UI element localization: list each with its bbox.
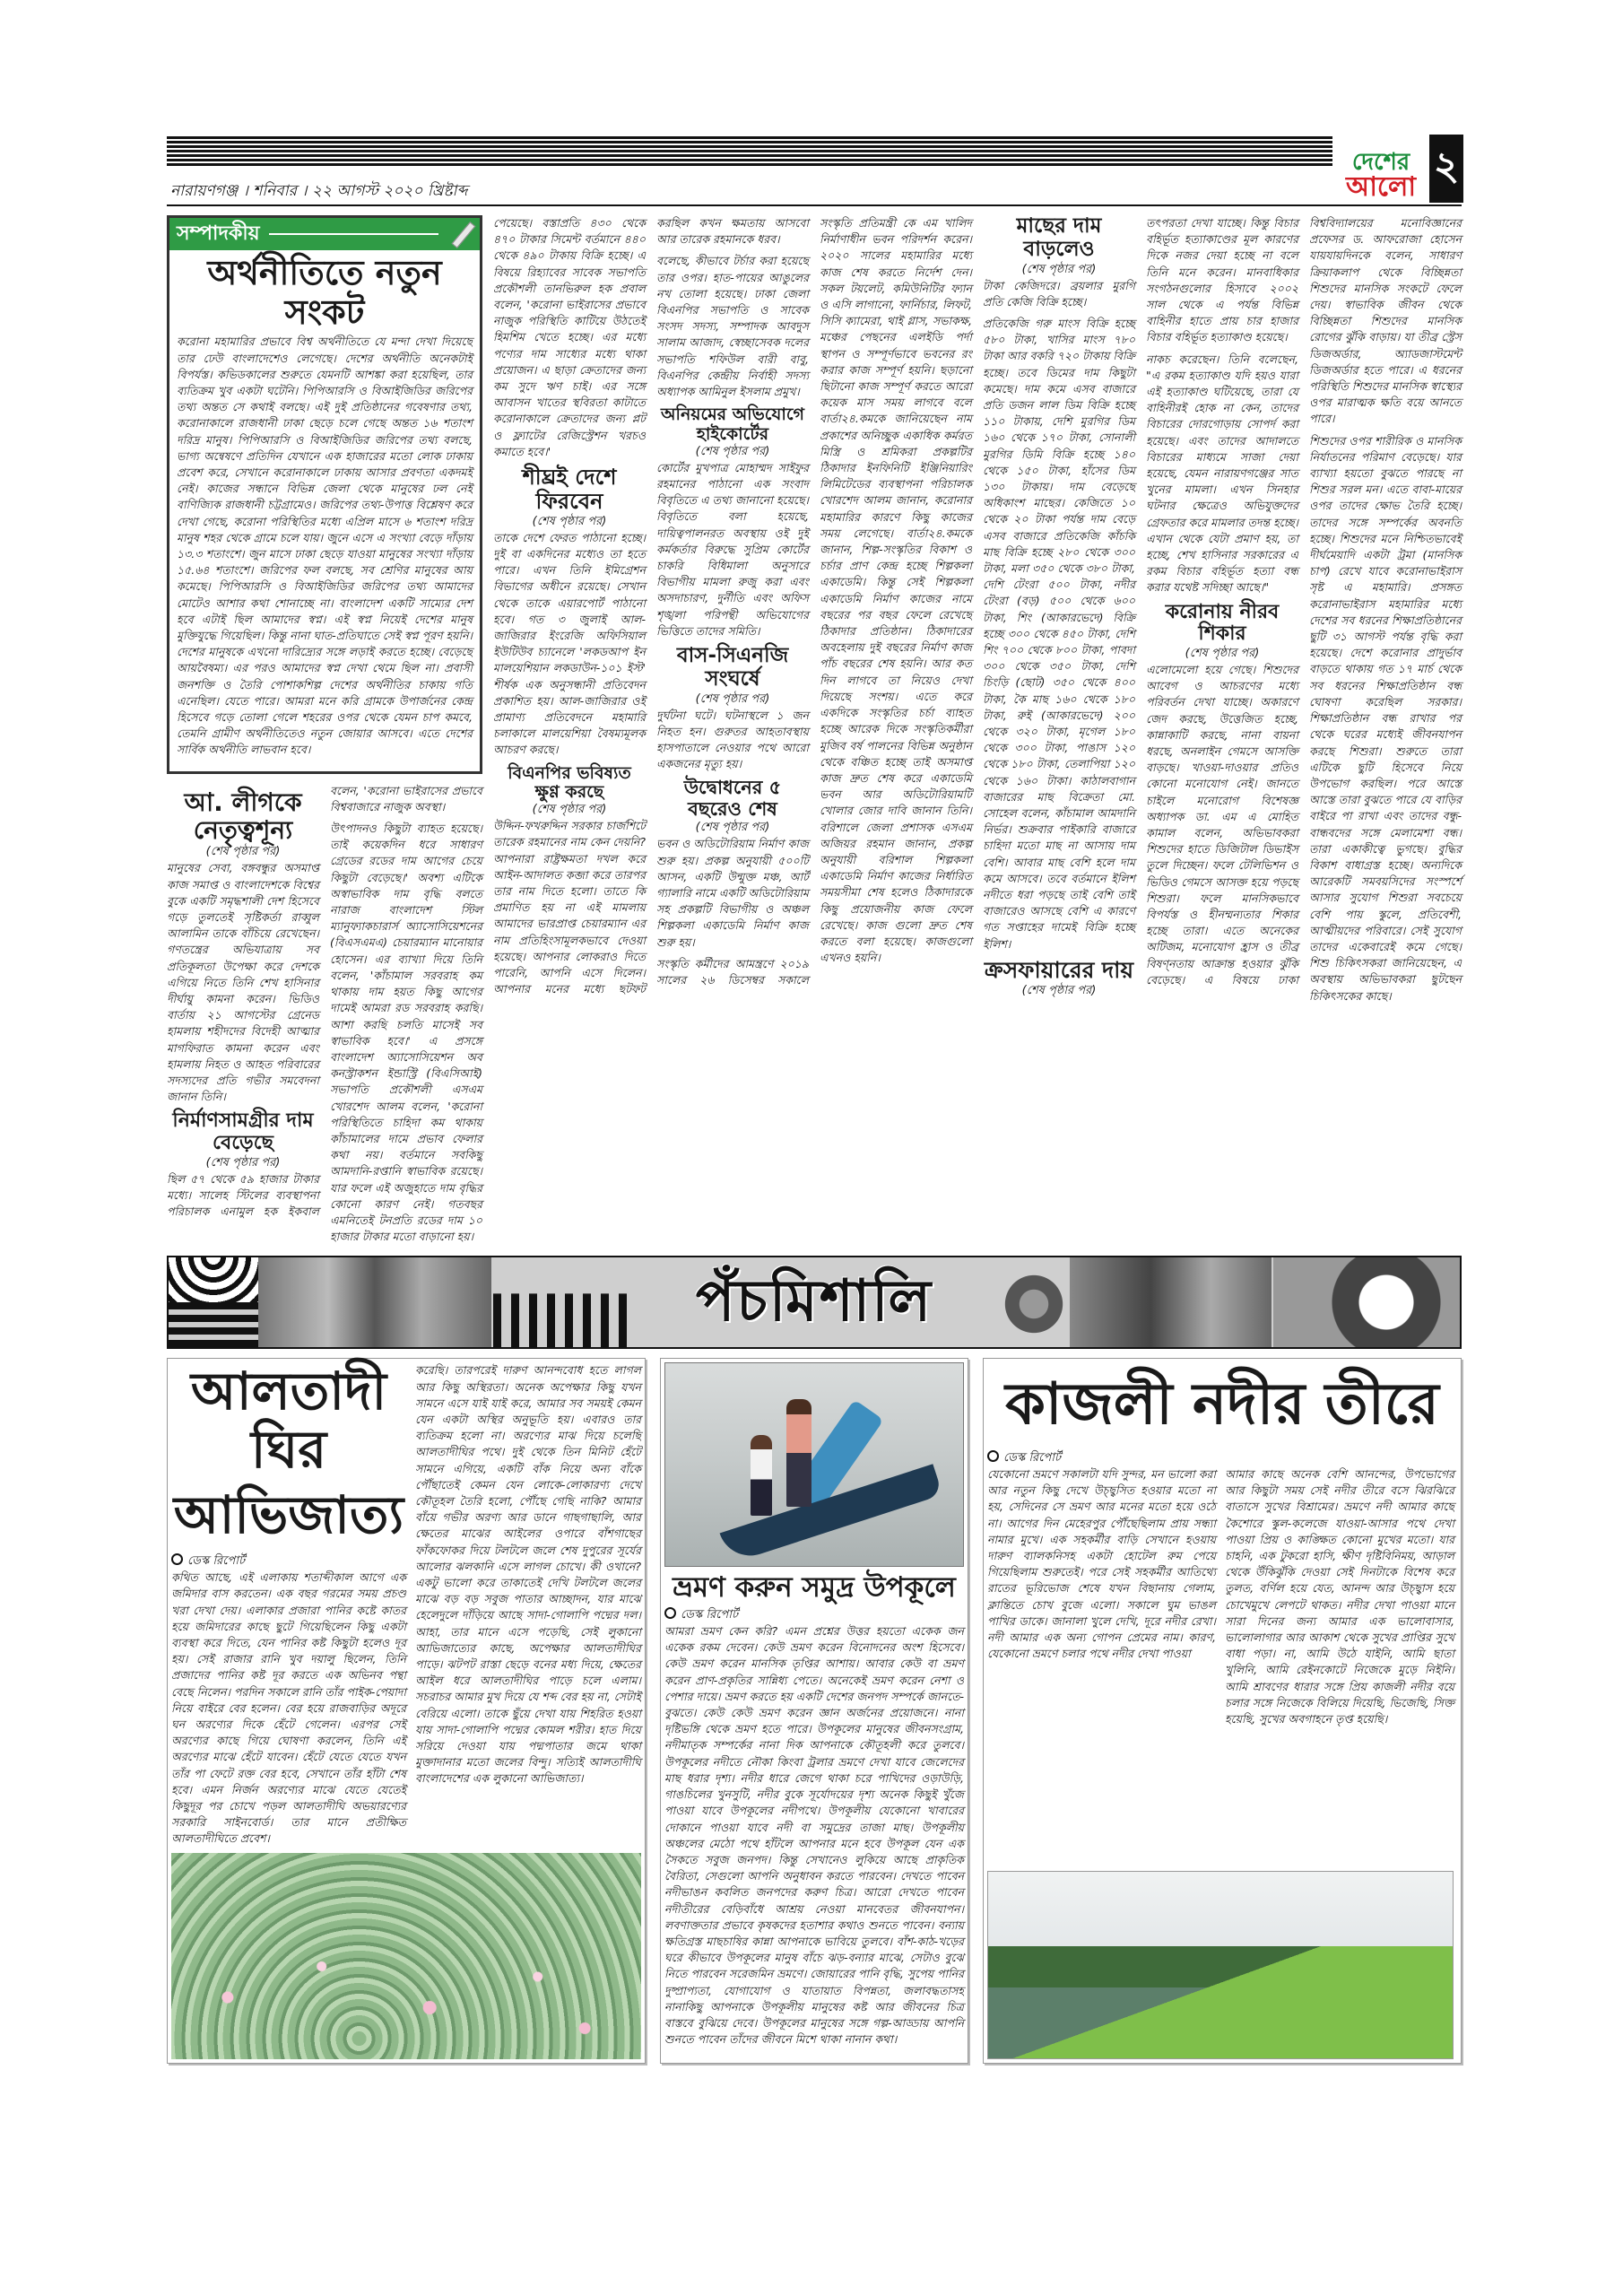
story-column-left <box>987 1450 1216 1667</box>
story-construction-top: পেয়েছে। বস্তাপ্রতি ৪৩০ থেকে ৪৭০ টাকার সিমেন্ট বর্তমানে ৪৪০ থেকে ৪৯০ টাকায় বিক্রি হচ্ছে। এ বিষয়ে রিহ্যাবের সাবেক সভাপতি প্রকৌশলী তানভিরুল হক প্রবাল বলেন, 'করোনা ভাইরাসের প্রভাবে নাজুক পরিস্থিতি কাটিয়ে উঠতেই হিমশিম খেতে হচ্ছে। এর মধ্যে পণ্যের দাম সাধ্যের মধ্যে থাকা প্রয়োজন। এ ছাড়া ক্রেতাদের জন্য কম সুদে ঋণ চাই। এর সঙ্গে আবাসন খাতের স্থবিরতা কাটাতে করোনাকালে ক্রেতাদের জন্য প্লট ও ফ্ল্যাটের রেজিস্ট্রেশন খরচও কমাতে হবে।' <box>493 216 646 458</box>
fisherman-figure <box>786 1399 812 1507</box>
pen-icon <box>444 221 474 248</box>
story-fish-price-body: টাকা কেজিদরে। ব্রয়লার মুরগি প্রতি কেজি বিক্রি হচ্ছে। <box>983 278 1135 309</box>
story-highcourt-head <box>656 405 809 460</box>
headline[interactable]: কাজলী নদীর তীরে <box>1005 1371 1439 1439</box>
headline[interactable]: নির্মাণসামগ্রীর দাম বেড়েছে <box>172 1109 314 1155</box>
story-corona-children-head <box>1146 602 1298 662</box>
story-column-right <box>1225 1450 1454 1733</box>
headline-line-2[interactable]: আভিজাত্য <box>173 1484 404 1546</box>
story-body: কথিত আছে, এই এলাকায় শতাব্দীকাল আগে এক জমিদার বাস করতেন। এক বছর গরমের সময় প্রচণ্ড খরা দেখা দেয়। এলাকার প্রজারা পানির কষ্টে কাতর হয়ে জমিদারের কাছে ছুটে গিয়েছিলেন কিছু একটা ব্যবস্থা করে দিতে, যেন পানির কষ্ট কিছুটা হলেও দূর হয়। সেই রাজার রানি খুব দয়ালু ছিলেন, তিনি প্রজাদের পানির কষ্ট দূর করতে এক অভিনব পন্থা বেছে নিলেন। পরদিন সকালে রানি তাঁর পাইক-পেয়াদা নিয়ে বাইরে বের হলেন। বের হয়ে রাজবাড়ির অদূরে ঘন অরণ্যের দিকে হেঁটে গেলেন। এরপর সেই অরণ্যের কাছে গিয়ে ঘোষণা করলেন, তিনি এই অরণ্যের মাঝে হেঁটে যাবেন। হেঁটে যেতে যেতে যখন তাঁর পা ফেটে রক্ত বের হবে, সেখানে তাঁর হাঁটা শেষ হবে। এমন নির্জন অরণ্যের মাঝে যেতে যেতেই কিছুদূর পর চোখে পড়ল আলতাদীঘি অভয়ারণ্যের সরকারি সাইনবোর্ড। তার মানে প্রতীক্ষিত আলতাদীঘিতে প্রবেশ। <box>171 1570 406 1846</box>
section-banner <box>167 1256 1462 1349</box>
feature-columns <box>987 1450 1457 1733</box>
headline[interactable]: বিএনপির ভবিষ্যত ক্ষুণ্ণ করছে <box>508 762 631 802</box>
story-body: যেকোনো ভ্রমণে সকালটা যদি সুন্দর, মন ভালো করা আর নতুন কিছু দেখে উচ্ছ্বসিত হওয়ার মতো না হয়, সেদিনের সে ভ্রমণ আর মনের মতো হয়ে ওঠে না। আগের দিন মেহেরপুর পৌঁছেছিলাম প্রায় সন্ধ্যা নামার মুখে। এক সহকর্মীর বাড়ি সেখানে হওয়ায় দারুণ ব্যালকনিসহ একটা হোটেল রুম পেয়ে গিয়েছিলাম শুরুতেই। পরে সেই সহকর্মীর আতিথ্যে রাতের ভূরিভোজ শেষে যখন বিছানায় গেলাম, ক্লান্তিতে চোখ বুজে এলো। সকালে ঘুম ভাঙল পাখির ডাকে। জানালা খুলে দেখি, দূরে নদীর রেখা। নদী আমার এক অন্য গোপন প্রেমের নাম। কারণ, যেকোনো ভ্রমণে চলার পথে নদীর দেখা পাওয়া <box>987 1467 1216 1661</box>
story-bnp-head <box>493 764 646 819</box>
story-awami-head <box>167 788 319 861</box>
headline[interactable]: করোনায় নীরব শিকার <box>1165 600 1280 646</box>
editorial-headline: অর্থনীতিতে নতুন সংকট <box>207 253 442 332</box>
story-body: করেছি। তারপরেই দারুণ আনন্দবোধ হতে লাগল আর কিছু অস্থিরতা। অনেক অপেক্ষার কিছু যখন সামনে এসে যাই যাই করে, আমার সব সময়ই কেমন যেন একটা অস্থির অনুভূতি হয়। এবারও তার ব্যতিক্রম হলো না। অরণ্যের মাঝ দিয়ে চলেছি আলতাদীঘির পথে। দুই থেকে তিন মিনিট হেঁটে সামনে এগিয়ে, একটি বাঁক নিয়ে অন্য বাঁকে পৌঁছাতেই কেমন যেন লোকে-লোকারণ্য দেখে কৌতূহল তৈরি হলো, পৌঁছে গেছি নাকি? আমার বাঁয়ে গভীর অরণ্য আর ডানে গাছগাছালি, আর ক্ষেতের মাঝের আইলের ওপারে বাঁশগাছের ফাঁকফোকর দিয়ে টলটলে জলে শেষ দুপুরের সূর্যের আলোর ঝলকানি এসে লাগল চোখে। কী ওখানে? একটু ভালো করে তাকাতেই দেখি টলটলে জলের মাঝে বড় বড় সবুজ পাতার আচ্ছাদন, যার মাঝে হেলেদুলে দাঁড়িয়ে আছে সাদা-গোলাপি পদ্মের দল। আহা, তার মানে এসে পড়েছি, সেই লুকানো আভিজাত্যের কাছে, অপেক্ষার আলতাদীঘির পাড়ে। ঝটপট রাস্তা ছেড়ে বনের মধ্য দিয়ে, ক্ষেতের আইল ধরে আলতাদীঘির পাড়ে চলে এলাম। সচরাচর আমার মুখ দিয়ে যে শব্দ বের হয় না, সেটাই বেরিয়ে এলো। তাকে ছুঁয়ে দেখা যায় শিহরিত হওয়া যায় সাদা-গোলাপি পদ্মের কোমল শরীর। হাত দিয়ে সরিয়ে দেওয়া যায় পদ্মপাতার জমে থাকা মুক্তাদানার মতো জলের বিন্দু। সত্যিই আলতাদীঘি বাংলাদেশের এক লুকানো আভিজাত্য। <box>415 1363 641 1786</box>
logo-word-1: দেশের <box>1351 149 1410 176</box>
jump-label: (শেষ পৃষ্ঠার পর) <box>1021 983 1097 997</box>
headline-block <box>171 1362 406 1852</box>
logo-word-2: আলো <box>1345 171 1417 203</box>
masthead-rule <box>167 136 1332 167</box>
story-return-home-head <box>493 465 646 530</box>
story-column-right <box>415 1362 641 1792</box>
headline-line-1[interactable]: আলতাদীঘির <box>190 1361 387 1481</box>
page-content <box>167 215 1462 2082</box>
story-crossfire-head <box>983 958 1135 999</box>
jump-label: (শেষ পৃষ্ঠার পর) <box>695 691 770 706</box>
byline: ডেস্ক রিপোর্ট <box>171 1553 406 1570</box>
headline[interactable]: অনিয়মের অভিযোগে হাইকোর্টের <box>661 404 804 444</box>
jump-label: (শেষ পৃষ্ঠার পর) <box>532 803 607 817</box>
story-academy-continued: সংস্কৃতি কর্মীদের আমন্ত্রণে ২০১৯ সালের ২৬ ডিসেম্বর সকালে সংস্কৃতি প্রতিমন্ত্রী কে এম খালিদ নির্মাণাধীন ভবন পরিদর্শন করেন। ২০২০ সালের মহামারির মধ্যে কাজ শেষ করতে নির্দেশ দেন। সকল টয়লেট, কমিউনিটির ফ্যান ও এসি লাগানো, ফার্নিচার, লিফট, সিসি ক্যামেরা, থাই গ্লাস, সভাকক্ষ, মঞ্চের পেছনের এলইডি পর্দা স্থাপন ও সম্পূর্ণভাবে ভবনের রং করার কাজ সম্পূর্ণ হয়নি। ছড়ানো ছিটানো কাজ সম্পূর্ণ করতে আরো কয়েক মাস সময় লাগবে বলে বার্তা২৪.কমকে জানিয়েছেন নাম প্রকাশের অনিচ্ছুক একাধিক কর্মরত মিস্ত্রি ও শ্রমিকরা প্রকল্পটির ঠিকাদার ইনফিনিটি ইঞ্জিনিয়ারিং লিমিটেডের ব্যবস্থাপনা পরিচালক খোরশেদ আলম জানান, করোনার মহামারির কারণে কিছু কাজের সময় লেগেছে। বার্তা২৪.কমকে জানান, শিল্প-সংস্কৃতির বিকাশ ও চর্চার প্রাণ কেন্দ্র হচ্ছে শিল্পকলা একাডেমি। কিন্তু সেই শিল্পকলা একাডেমি নির্মাণ কাজের নামে বছরের পর বছর ফেলে রেখেছে ঠিকাদার প্রতিষ্ঠান। ঠিকাদারের অবহেলায় দুই বছরের নির্মাণ কাজ পাঁচ বছরের শেষ হয়নি। আর কত দিন লাগবে তা নিয়েও দেখা দিয়েছে সংশয়। এতে করে একদিকে সংস্কৃতির চর্চা ব্যাহত হচ্ছে আরেক দিকে সংস্কৃতিকর্মীরা মুজিব বর্ষ পালনের বিভিন্ন অনুষ্ঠান থেকে বঞ্চিত হচ্ছে তাই অসমাপ্ত কাজ দ্রুত শেষ করে একাডেমি ভবন আর অডিটোরিয়ামটি খোলার জোর দাবি জানান তিনি। বরিশালে জেলা প্রশাসক এসএম অজিয়র রহমান জানান, প্রকল্প অনুযায়ী বরিশাল শিল্পকলা একাডেমি নির্মাণ কাজের নির্ধারিত সময়সীমা শেষ হলেও ঠিকাদারকে কিছু প্রয়োজনীয় কাজ ফেলে রেখেছে। কাজ গুলো দ্রুত শেষ করতে বলা হয়েছে। কাজগুলো এখনও হয়নি। <box>656 216 972 987</box>
header-divider <box>167 204 1462 206</box>
feature-altadighi <box>167 1358 646 2063</box>
story-highcourt-body: কোর্টের মুখপাত্র মোহাম্মদ সাইফুর রহমানের পাঠানো এক সংবাদ বিবৃতিতে এ তথ্য জানানো হয়েছে। বিবৃতিতে বলা হয়েছে, দায়িত্বপালনরত অবস্থায় ওই দুই কর্মকর্তার বিরুদ্ধে সুপ্রিম কোর্টের চাকরি বিধিমালা অনুসারে বিভাগীয় মামলা রুজু করা এবং অসদাচারণ, দুর্নীতি এবং অফিস শৃঙ্খলা পরিপন্থী অভিযোগের ভিত্তিতে তাদের সমিতি। <box>656 460 809 638</box>
story-bus-cng-head <box>656 645 809 708</box>
river-bank-photo <box>987 1871 1454 2059</box>
below-editorial-columns <box>167 783 482 1246</box>
story-inauguration-head <box>656 778 809 836</box>
news-columns <box>493 215 1462 1004</box>
jump-label: (শেষ পৃষ্ঠার পর) <box>695 821 770 835</box>
editorial-label: সম্পাদকীয় <box>177 222 260 245</box>
jump-label: (শেষ পৃষ্ঠার পর) <box>532 514 607 528</box>
divider <box>269 233 438 235</box>
decorative-stripes <box>169 1302 258 1347</box>
story-corona-children-body: এলোমেলো হয়ে গেছে। শিশুদের আবেগ ও আচরণের মধ্যে পরিবর্তন দেখা যাচ্ছে। অকারণে জেদ করছে, উত্তেজিত হচ্ছে, কান্নাকাটি করছে, নানা বায়না ধরছে, অনলাইন গেমসে আসক্তি বাড়ছে। খাওয়া-দাওয়ার প্রতিও কোনো মনোযোগ নেই। জানতে চাইলে মনোরোগ বিশেষজ্ঞ অধ্যাপক ডা. এম এ মোহিত কামাল বলেন, অভিভাবকরা শিশুদের হাতে ডিজিটাল ডিভাইস তুলে দিচ্ছেন। ফলে টেলিভিশন ও ভিডিও গেমসে আসক্ত হয়ে পড়ছে শিশুরা। ফলে মানসিকভাবে বিপর্যস্ত ও হীনম্মন্যতার শিকার হচ্ছে তারা। এতে অনেকের অটিজম, মনোযোগ হ্রাস ও তীব্র বিষণ্নতায় আক্রান্ত হওয়ার ঝুঁকি বেড়েছে। এ বিষয়ে ঢাকা বিশ্ববিদ্যালয়ের মনোবিজ্ঞানের প্রফেসর ড. আফরোজা হোসেন যায়যায়দিনকে বলেন, সাধারণ ক্রিয়াকলাপ থেকে বিচ্ছিন্নতা শিশুদের মানসিক সংকটে ফেলে দেয়। স্বাভাবিক জীবন থেকে বিচ্ছিন্নতা শিশুদের মানসিক রোগের ঝুঁকি বাড়ায়। যা তীব্র স্ট্রেস ডিজঅর্ডার, অ্যাডজাস্টমেন্ট ডিজঅর্ডার হতে পারে। এ ধরনের পরিস্থিতি শিশুদের মানসিক স্বাস্থ্যের ওপর মারাত্মক ক্ষতি বয়ে আনতে পারে। <box>1146 216 1462 987</box>
editorial-body: করোনা মহামারির প্রভাবে বিশ্ব অর্থনীতিতে যে মন্দা দেখা দিয়েছে তার ঢেউ বাংলাদেশেও লেগেছে। দেশের অর্থনীতি অনেকটাই বিপর্যস্ত। কভিডকালের শুরুতে যেমনটি আশঙ্কা করা হয়েছিল, তার ব্যতিক্রম খুব একটা ঘটেনি। পিপিআরসি ও বিআইজিডির জরিপের তথ্য অন্তত সে কথাই বলছে। এই দুই প্রতিষ্ঠানের গবেষণার তথ্য, করোনাকালে রাজধানী ঢাকা ছেড়ে চলে গেছে অন্তত ১৬ শতাংশ দরিদ্র মানুষ। পিপিআরসি ও বিআইজিডির জরিপের তথ্য বলছে, ভাগ্য অন্বেষণে প্রতিদিন যেখানে এক হাজারের মতো লোক ঢাকায় প্রবেশ করে, সেখানে করোনাকালে ঢাকায় আসার প্রবণতা একদমই নেই। কাজের সন্ধানে বিভিন্ন জেলা থেকে মানুষের ঢল নেই বাণিজ্যিক রাজধানী চট্টগ্রামেও। জরিপের তথ্য-উপাত্ত বিশ্লেষণ করে দেখা গেছে, করোনা পরিস্থিতির মধ্যে এপ্রিল মাসে ৬ শতাংশ দরিদ্র মানুষ শহর থেকে গ্রামে চলে যায়। জুনে এসে এ সংখ্যা বেড়ে দাঁড়ায় ১৩.৩ শতাংশে। জুন মাসে ঢাকা ছেড়ে যাওয়া মানুষের সংখ্যা দাঁড়ায় ১৫.৬৪ শতাংশে। জরিপের ফল বলছে, সব শ্রেণির মানুষের আয় কমেছে। পিপিআরসি ও বিআইজিডির জরিপের তথ্য আমাদের মোটেও আশার কথা শোনাচ্ছে না। বাংলাদেশ একটি সাম্যের দেশ হবে এটাই ছিল আমাদের স্বপ্ন। এই স্বপ্ন নিয়েই দেশের মানুষ মুক্তিযুদ্ধে গিয়েছিল। কিন্তু নানা ঘাত-প্রতিঘাতে সেই স্বপ্ন পূরণ হয়নি। দেশের মানুষকে এখনো দারিদ্র্যের সঙ্গে লড়াই করতে হচ্ছে। বেড়েছে আয়বৈষম্য। এর পরও আমাদের স্বপ্ন দেখা থেমে ছিল না। প্রবাসী জনশক্তি ও তৈরি পোশাকশিল্প দেশের অর্থনীতির চাকায় গতি এনেছিল। যেতে পারে। আমরা মনে করি গ্রামকে উপার্জনের কেন্দ্র হিসেবে গড়ে তোলা গেলে শহরের ওপর থেকে যেমন চাপ কমবে, তেমনি গ্রামীণ অর্থনীতিতেও নতুন জোয়ার আসবে। এতে দেশের সার্বিক অর্থনীতি লাভবান হবে। <box>177 335 473 757</box>
story-inauguration-body: ভবন ও অডিটোরিয়াম নির্মাণ কাজ শুরু হয়। প্রকল্প অনুযায়ী ৫০০টি আসন, একটি উন্মুক্ত মঞ্চ, আর্ট গ্যালারি নামে একটি অডিটোরিয়াম সহ প্রকল্পটি বিভাগীয় ও অঞ্চল শিল্পকলা একাডেমি নির্মাণ কাজ শুরু হয়। <box>656 837 809 949</box>
feature-columns <box>171 1362 641 1852</box>
story-construction-continued: উৎপাদনও কিছুটা ব্যাহত হয়েছে। তাই কয়েকদিন ধরে সাধারণ গ্রেডের রডের দাম আগের চেয়ে কিছুটা বেড়েছে।' অবশ্য এটিকে অস্বাভাবিক দাম বৃদ্ধি বলতে নারাজ বাংলাদেশ স্টিল ম্যানুফ্যাকচারার্স অ্যাসোসিয়েশনের (বিএসএমএ) চেয়ারম্যান মানোয়ার হোসেন। এর ব্যাখ্যা দিয়ে তিনি বলেন, 'কাঁচামাল সরবরাহ কম থাকায় দাম হয়ত কিছু আগের দামেই আমরা রড সরবরাহ করছি। আশা করছি চলতি মাসেই সব স্বাভাবিক হবে।' এ প্রসঙ্গে বাংলাদেশ অ্যাসোসিয়েশন অব কনস্ট্রাকশন ইন্ডাস্ট্রি (বিএসিআই) সভাপতি প্রকৌশলী এসএম খোরশেদ আলম বলেন, 'করোনা পরিস্থিতিতে চাহিদা কম থাকায় কাঁচামালের দামে প্রভাব ফেলার কথা নয়। বর্তমানে সবকিছু আমদানি-রপ্তানি স্বাভাবিক রয়েছে। যার ফলে এই অজুহাতে দাম বৃদ্ধির কোনো কারণ নেই। গতবছর এমনিতেই টনপ্রতি রডের দাম ১০ হাজার টাকার মতো বাড়ানো হয়। <box>330 822 482 1244</box>
headline[interactable]: ভ্রমণ করুন সমুদ্র উপকূলে <box>673 1571 956 1605</box>
editorial-header <box>169 218 480 250</box>
fishermen-boat-photo <box>664 1362 964 1567</box>
story-body: আমার কাছে অনেক বেশি আনন্দের, উপভোগের আর কিছুটা সময় সেই নদীর তীরে বসে ঝিরঝিরে বাতাসে সুখের বিশ্রামের। ভ্রমণে নদী আমার কাছে কৈশোরে স্কুল-কলেজে যাওয়া-আসার পথে দেখা পাওয়া প্রিয় ও কাঙ্ক্ষিত কোনো মুখের মতো। যার চাহনি, এক টুকরো হাসি, ক্ষীণ দৃষ্টিবিনিময়, আড়াল থেকে উঁকিঝুঁকি দেওয়া সেই দিনটাকে বিশেষ করে তুলত, বর্ণিল হয়ে যেত, আনন্দ আর উচ্ছ্বাস হয়ে চোখেমুখে লেপটে থাকত। নদীর দেখা পাওয়া মানে সারা দিনের জন্য আমার এক ভালোবাসার, ভালোলাগার আর আকাশ থেকে সুখের প্রাপ্তির সুখে বাধা পড়া। না, আমি উঠে যাইনি, আমি ছাতা খুলিনি, আমি রেইনকোটে নিজেকে মুড়ে নিইনি। আমি শ্রাবণের ধারার সঙ্গে প্রিয় কাজলী নদীর বয়ে চলার সঙ্গে নিজেকে বিলিয়ে দিয়েছি, ভিজেছি, সিক্ত হয়েছি, সুখের অবগাহনে তৃপ্ত হয়েছি। <box>1225 1467 1454 1726</box>
fisherman-figure <box>751 1435 772 1516</box>
story-bnp-body: উদ্দিন-ফখরুদ্দিন সরকার চার্জশিটে তারেক রহমানের নাম কেন দেয়নি? আপনারা রাষ্ট্রক্ষমতা দখল করে আইন-আদালত কব্জা করে তারপর তার নাম দিতে হলো। তাতে কি প্রমাণিত হয় না এই মামলায় আমাদের ভারপ্রাপ্ত চেয়ারম্যান এর নাম প্রতিহিংসামূলকভাবে দেওয়া হয়েছে। আপনার লোকরাও দিতে পারেনি, আপনি এসে দিলেন। আপনার মনের মধ্যে ছটফট করছিল কখন ক্ষমতায় আসবো আর তারেক রহমানকে ধরব। <box>493 216 809 996</box>
story-body: আমরা ভ্রমণ কেন করি? এমন প্রশ্নের উত্তর হয়তো একেক জন একেক রকম দেবেন। কেউ ভ্রমণ করেন বিনোদনের অংশ হিসেবে। কেউ ভ্রমণ করেন মানসিক তৃপ্তির আশায়। আবার কেউ বা ভ্রমণ করেন প্রাণ-প্রকৃতির সান্নিধ্য পেতে। অনেকেই ভ্রমণ করেন নেশা ও পেশার দায়ে। ভ্রমণ করতে হয় একটি দেশের জনপদ সম্পর্কে জানতে-বুঝতে। কেউ কেউ ভ্রমণ করেন জ্ঞান অর্জনের প্রয়োজনে। নানা দৃষ্টিভঙ্গি থেকে ভ্রমণ হতে পারে। উপকূলের মানুষের জীবনসংগ্রাম, নদীমাতৃক সম্পর্কের নানা দিক আপনাকে কৌতূহলী করে তুলবে। উপকূলের নদীতে নৌকা কিংবা ট্রলার ভ্রমণে দেখা যাবে জেলেদের মাছ ধরার দৃশ্য। নদীর ধারে জেগে থাকা চরে পাখিদের ওড়াউড়ি, গাঙচিলের খুনসুটি, নদীর বুকে সূর্যোদয়ের দৃশ্য অনেক কিছুই খুঁজে পাওয়া যাবে উপকূলের নদীপথে। উপকূলীয় যেকোনো খাবারের দোকানে পাওয়া যাবে নদী বা সমুদ্রের তাজা মাছ। উপকূলীয় অঞ্চলের মেঠো পথে হাঁটলে আপনার মনে হবে উপকূল যেন এক সৈকতে সবুজ জনপদ। কিন্তু সেখানেও লুকিয়ে আছে প্রাকৃতিক বৈরিতা, সেগুলো আপনি অনুধাবন করতে পারবেন। দেখতে পাবেন নদীভাঙন কবলিত জনপদের করুণ চিত্র। আরো দেখতে পাবেন নদীতীরের বেড়িবাঁধে আশ্রয় নেওয়া মানবেতর জীবনযাপন। লবণাক্ততার প্রভাবে কৃষকদের হতাশার কথাও শুনতে পাবেন। বন্যায় ক্ষতিগ্রস্ত মাছচাষির কান্না আপনাকে ভাবিয়ে তুলবে। বাঁশ-কাঠ-খড়ের ঘরে কীভাবে উপকূলের মানুষ বাঁচে ঝড়-বন্যার মাঝে, সেটাও বুঝে নিতে পারবেন সরেজমিন ভ্রমণে। জোয়ারের পানি বৃদ্ধি, সুপেয় পানির দুষ্প্রাপ্যতা, যোগাযোগ ও যাতায়াত বিপন্নতা, জলাবদ্ধতাসহ নানাকিছু আপনাকে উপকূলীয় মানুষের কষ্ট আর জীবনের চিত্র বাস্তবে বুঝিয়ে দেবে। উপকূলের মানুষের সঙ্গে গল্প-আড্ডায় আপনি শুনতে পাবেন তাঁদের জীবনে মিশে থাকা নানান কথা। <box>664 1624 964 2047</box>
dateline: নারায়ণগঞ্জ । শনিবার । ২২ আগস্ট ২০২০ খ্রিষ্টাব্দ <box>170 182 468 200</box>
jump-label: (শেষ পৃষ্ঠার পর) <box>1185 646 1260 660</box>
story-top-col3: বলেছে, কীভাবে টর্চার করা হয়েছে তার ওপর। হাত-পায়ের আঙুলের নখ তোলা হয়েছে। ঢাকা জেলা বিএনপির সভাপতি ও সাবেক সংসদ সদস্য, সম্পাদক আবদুস সালাম আজাদ, স্বেচ্ছাসেবক দলের সভাপতি শফিউল বারী বাবু, বিএনপির কেন্দ্রীয় নির্বাহী সদস্য অধ্যাপক আমিনুল ইসলাম প্রমুখ। <box>656 254 809 399</box>
story-awami-body: মানুষের সেবা, বঙ্গবন্ধুর অসমাপ্ত কাজ সমাপ্ত ও বাংলাদেশকে বিশ্বের বুকে একটি সমৃদ্ধশালী দেশ হিসেবে গড়ে তুলতেই সৃষ্টিকর্তা রাব্বুল আলামিন তাকে বাঁচিয়ে রেখেছেন। গণতন্ত্রের অভিযাত্রায় সব প্রতিকূলতা উপেক্ষা করে দেশকে এগিয়ে নিতে তিনি শেখ হাসিনার দীর্ঘায়ু কামনা করেন। ভিডিও বার্তায় ২১ আগস্টের গ্রেনেড হামলায় শহীদদের বিদেহী আত্মার মাগফিরাত কামনা করেন এবং হামলায় নিহত ও আহত পরিবারের সদস্যদের প্রতি গভীর সমবেদনা জানান তিনি। <box>167 861 319 1104</box>
story-fish-price-head <box>983 215 1135 278</box>
feature-sea <box>660 1358 968 2063</box>
page-number: ২ <box>1429 135 1463 203</box>
story-bus-cng-body: দুর্ঘটনা ঘটে। ঘটনাস্থলে ১ জন নিহত হন। গুরুতর আহতাবস্থায় হাসপাতালে নেওয়ার পথে আরো একজনের মৃত্যু হয়। <box>656 708 809 771</box>
headline[interactable]: মাছের দাম বাড়লেও <box>1016 214 1102 261</box>
banner-title: পঁচমিশালি <box>695 1268 933 1335</box>
decorative-ring-image <box>1273 1257 1462 1347</box>
headline[interactable]: আ. লীগকে নেতৃত্বশূন্য <box>184 787 302 846</box>
story-corona-children-right: শিশুদের ওপর শারীরিক ও মানসিক নির্যাতনের পরিমাণ বেড়েছে। যার ব্যাখ্যা হয়তো বুঝতে পারছে না শিশুর সরল মন। এতে বাবা-মায়ের ওপর তাদের ক্ষোভ তৈরি হচ্ছে। তাদের সঙ্গে সম্পর্কের অবনতি হচ্ছে। শিশুদের মনে নিশ্চিতভাবেই দীর্ঘমেয়াদি একটা ট্রমা (মানসিক চাপ) রেখে যাবে করোনাভাইরাস সৃষ্ট এ মহামারি। প্রসঙ্গত করোনাভাইরাস মহামারির মধ্যে দেশের সব ধরনের শিক্ষাপ্রতিষ্ঠানের ছুটি ৩১ আগস্ট পর্যন্ত বৃদ্ধি করা হয়েছে। দেশে করোনার প্রাদুর্ভাব বাড়তে থাকায় গত ১৭ মার্চ থেকে সব ধরনের শিক্ষাপ্রতিষ্ঠান বন্ধ ঘোষণা করেছিল সরকার। শিক্ষাপ্রতিষ্ঠান বন্ধ রাখার পর থেকে ঘরের মধ্যেই জীবনযাপন করছে শিশুরা। শুরুতে তারা এটিকে ছুটি হিসেবে নিয়ে উপভোগ করছিল। পরে আস্তে আস্তে তারা বুঝতে পারে যে বাড়ির বাইরে পা রাখা এবং তাদের বন্ধু-বান্ধবদের সঙ্গে মেলামেশা বন্ধ। তারা একাকীত্বে ভুগছে। বুদ্ধির বিকাশ বাধাগ্রস্ত হচ্ছে। অন্যদিকে আরেকটি সমবয়সিদের সংস্পর্শে আসার সুযোগ শিশুরা সবচেয়ে বেশি পায় স্কুলে, প্রতিবেশী, আত্মীয়দের পরিবারে। সেই সুযোগ তাদের একেবারেই কমে গেছে। শিশু চিকিৎসকরা জানিয়েছেন, এ অবস্থায় অভিভাবকরা ছুটছেন চিকিৎসকের কাছে। <box>1309 433 1462 1003</box>
story-construction-head <box>167 1110 319 1170</box>
city-collage-image <box>258 1257 491 1347</box>
people-silhouettes-icon <box>493 1257 628 1347</box>
editorial-box <box>167 215 482 774</box>
byline: ডেস্ক রিপোর্ট <box>987 1450 1216 1466</box>
byline: ডেস্ক রিপোর্ট <box>664 1607 964 1623</box>
headline[interactable]: শীঘ্রই দেশে ফিরবেন <box>522 465 617 514</box>
headline[interactable]: বাস-সিএনজি সংঘর্ষে <box>676 644 789 691</box>
feature-kajoli <box>983 1358 1462 2063</box>
locomotive-image <box>1070 1257 1271 1347</box>
top-section <box>167 215 1462 1245</box>
story-construction-body: ছিল ৫৭ থেকে ৫৯ হাজার টাকার মধ্যে। সালেহ স্টিলের ব্যবস্থাপনা পরিচালক এনামুল হক ইকবাল বলেন, 'করোনা ভাইরাসের প্রভাবে বিশ্ববাজারে নাজুক অবস্থা। <box>167 783 482 1219</box>
lotus-pond-photo <box>171 1853 641 2059</box>
jump-label: (শেষ পৃষ্ঠার পর) <box>695 444 770 458</box>
jump-label: (শেষ পৃষ্ঠার পর) <box>205 1155 281 1170</box>
story-crossfire-body: তৎপরতা দেখা যাচ্ছে। কিন্তু বিচার বহির্ভূত হত্যাকাণ্ডের মূল কারণের দিকে নজর দেয়া হচ্ছে না বলে তিনি মনে করেন। মানবাধিকার সংগঠনগুলোর হিসাবে ২০০২ সাল থেকে এ পর্যন্ত বিভিন্ন বাহিনীর হাতে প্রায় চার হাজার বিচার বহির্ভূত হত্যাকাণ্ড হয়েছে। <box>1146 216 1298 344</box>
jump-label: (শেষ পৃষ্ঠার পর) <box>205 845 281 859</box>
jump-label: (শেষ পৃষ্ঠার পর) <box>1021 262 1097 276</box>
features-section <box>167 1358 1462 2063</box>
story-crossfire-top: নাকচ করেছেন। তিনি বলেছেন, "এ রকম হত্যাকাণ্ড যদি হয়ও যারা এই হত্যাকাণ্ড ঘটিয়েছে, তারা যে বাহিনীরই হোক না কেন, তাদের বিচারের দোরগোড়ায় সোপর্দ করা হয়েছে। এবং তাদের আদালতে বিচারের মাধ্যমে সাজা দেয়া হয়েছে, যেমন নারায়ণগঞ্জের সাত খুনের মামলা। এখন সিনহার ঘটনার ক্ষেত্রেও অভিযুক্তদের গ্রেফতার করে মামলার তদন্ত হচ্ছে। এখান থেকে যেটা প্রমাণ হয়, তা হচ্ছে, শেখ হাসিনার সরকারের এ রকম বিচার বহির্ভূত হত্যা বন্ধ করার যথেষ্ট সদিচ্ছা আছে।" <box>1146 352 1298 595</box>
headline[interactable]: ক্রসফায়ারের দায় <box>984 956 1134 983</box>
newspaper-logo[interactable] <box>1334 135 1428 201</box>
headline[interactable]: উদ্বোধনের ৫ বছরেও শেষ <box>683 777 782 820</box>
story-return-home-body: তাকে দেশে ফেরত পাঠানো হচ্ছে। দুই বা একদিনের মধ্যেও তা হতে পারে। এখন তিনি ইমিগ্রেশন বিভাগের অধীনে রয়েছে। সেখান থেকে তাকে এয়ারপোর্ট পাঠানো হবে। গত ৩ জুলাই আল-জাজিরার ইংরেজি অফিসিয়াল ইউটিউব চ্যানেলে 'লকডআপ ইন মালয়েশিয়ান লকডাউন-১০১ ইস্ট' শীর্ষক এক অনুসন্ধানী প্রতিবেদন প্রকাশিত হয়। আল-জাজিরার ওই প্রামাণ্য প্রতিবেদনে মহামারি চলাকালে মালয়েশিয়া বৈষম্যমূলক আচরণ করছে। <box>493 530 646 757</box>
globe-icon <box>1002 1268 1065 1340</box>
story-fish-price-top: প্রতিকেজি গরু মাংস বিক্রি হচ্ছে ৫৮০ টাকা, খাসির মাংস ৭৮০ টাকা আর বকরি ৭২০ টাকায় বিক্রি হচ্ছে। তবে ডিমের দাম কিছুটা কমেছে। দাম কমে এসব বাজারে প্রতি ডজন লাল ডিম বিক্রি হচ্ছে ১১০ টাকায়, দেশি মুরগির ডিম ১৬০ থেকে ১৭০ টাকা, সোনালী মুরগির ডিমি বিক্রি হচ্ছে ১৪০ থেকে ১৫০ টাকা, হাঁসের ডিম ১৩০ টাকায়। দাম বেড়েছে অধিকাংশ মাছের। কেজিতে ১০ থেকে ২০ টাকা পর্যন্ত দাম বেড়ে এসব বাজারে প্রতিকেজি কাঁচকি মাছ বিক্রি হচ্ছে ২৮০ থেকে ৩০০ টাকা, মলা ৩৫০ থেকে ৩৮০ টাকা, দেশি টেংরা ৫০০ টাকা, নদীর টেংরা (বড়) ৫০০ থেকে ৬০০ টাকা, শিং (আকারভেদে) বিক্রি হচ্ছে ৩০০ থেকে ৪৫০ টাকা, দেশি শিং ৭০০ থেকে ৮০০ টাকা, পাবদা ৩০০ থেকে ৩৫০ টাকা, দেশি চিংড়ি (ছোট) ৩৫০ থেকে ৪০০ টাকা, কৈ মাছ ১৬০ থেকে ১৮০ টাকা, রুই (আকারভেদে) ২০০ থেকে ৩২০ টাকা, মৃগেল ১৮০ থেকে ৩০০ টাকা, পাঙাস ১২০ থেকে ১৮০ টাকা, তেলাপিয়া ১২০ থেকে ১৬০ টাকা। কাঠালবাগান বাজারের মাছ বিক্রেতা মো. সোহেল বলেন, কাঁচামাল আমদানি নির্ভর। শুক্রবার পাইকারি বাজারে চাহিদা মতো মাছ না আসায় দাম বেশি। আবার মাছ বেশি হলে দাম কমে আসবে। তবে বর্তমানে ইলিশ নদীতে ধরা পড়ছে তাই বেশি তাই বাজারেও আসছে বেশি এ কারণে গত সপ্তাহের দামেই বিক্রি হচ্ছে ইলিশ। <box>983 316 1135 951</box>
left-area <box>167 215 482 1245</box>
